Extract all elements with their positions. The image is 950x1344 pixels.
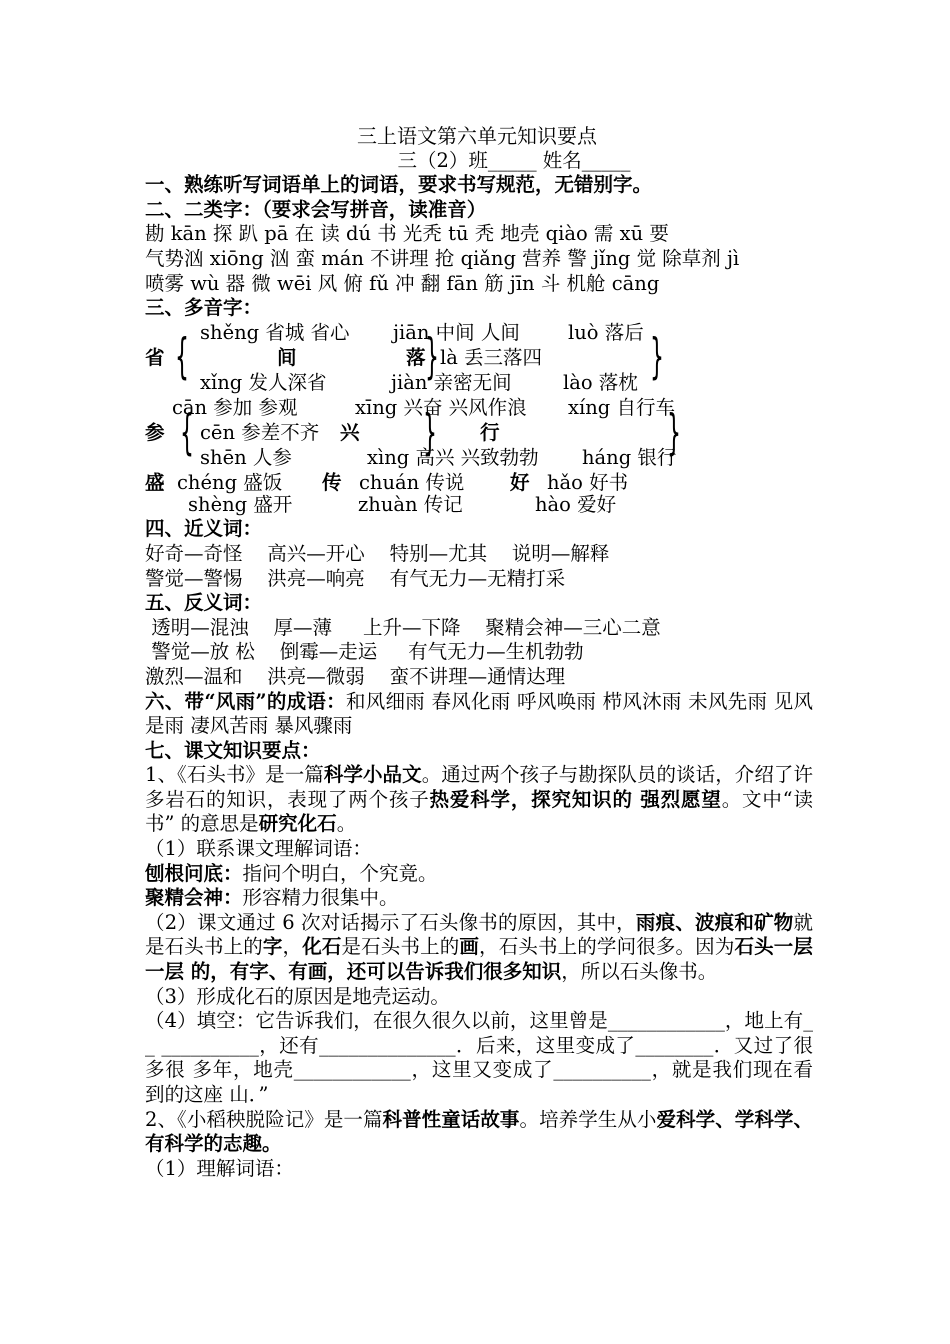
lesson-1-paragraph xyxy=(145,763,813,837)
text: 是石头书上的 xyxy=(341,935,460,959)
idiom-paragraph xyxy=(145,690,813,739)
polyphone-char: 间 xyxy=(277,345,297,369)
text: 。 xyxy=(336,812,357,836)
word-definition xyxy=(145,862,813,887)
text: 。通过两个孩子与勘探队员的谈话，介绍了许多岩石的知识，表现了两个孩子 xyxy=(145,763,813,811)
antonym-line: 警觉—放 松 倒霉—走运 有气无力—生机勃勃 xyxy=(145,640,584,664)
polyphone-reading: xǐng 发人深省 xyxy=(200,370,327,394)
text: ， xyxy=(282,935,303,959)
polyphone-row-last xyxy=(145,493,813,518)
antonym-line: 激烈—温和 洪亮—微弱 蛮不讲理—通情达理 xyxy=(145,664,566,688)
term: 刨根问底： xyxy=(145,861,243,885)
doc-title: 三上语文第六单元知识要点 xyxy=(357,124,597,148)
question-4: （4）填空：它告诉我们，在很久很久以前，这里曾是____________，地上有__ __________，还有______________．后来，这里变成了________．又过了很多很 多年，地壳____________，这里又变成了__________，就是我们现在看到的这座 山．” xyxy=(145,1009,813,1106)
question-5: （1）理解词语： xyxy=(145,1156,294,1180)
section-3-heading: 三、多音字： xyxy=(145,296,263,320)
polyphone-block xyxy=(145,321,813,493)
bold-text: 字 xyxy=(262,935,283,959)
section-5-heading: 五、反义词： xyxy=(145,591,263,615)
polyphone-reading: zhuàn 传记 xyxy=(358,492,463,516)
synonym-line: 警觉—警惕 洪亮—响亮 有气无力—无精打采 xyxy=(145,566,566,590)
word-definition xyxy=(145,886,813,911)
char-line: 喷雾 wù 器 微 wēi 风 俯 fǔ 冲 翻 fān 筋 jīn 斗 机舱 cāng xyxy=(145,271,660,295)
polyphone-reading: luò 落后 xyxy=(568,320,644,344)
polyphone-reading: hǎo 好书 xyxy=(547,470,629,494)
class-name-line: 三（2）班_____ 姓名_____ xyxy=(397,148,631,172)
section-6-heading: 六、带“风雨”的成语： xyxy=(145,689,346,713)
text: 。文中“读书” 的意思是 xyxy=(145,787,813,836)
section-2-heading: 二、二类字：（要求会写拼音，读准音） xyxy=(145,197,487,221)
bold-text: 画 xyxy=(459,935,480,959)
bold-text: 研究化石 xyxy=(258,812,337,836)
char-line: 气势汹 xiōng 汹 蛮 mán 不讲理 抢 qiǎng 营养 警 jǐng 觉 除草剂 jì xyxy=(145,246,740,270)
polyphone-reading: cēn 参差不齐 xyxy=(200,420,320,444)
question-1: （1）联系课文理解词语： xyxy=(145,837,372,861)
bold-text: 科普性童话故事 xyxy=(382,1107,520,1131)
polyphone-reading: háng 银行 xyxy=(582,445,677,469)
question-2 xyxy=(145,911,813,985)
text: ，所以石头像书。 xyxy=(561,960,718,984)
text: （2）课文通过 6 次对话揭示了石头像书的原因，其中， xyxy=(145,910,636,934)
brace-icon: } xyxy=(425,330,439,386)
document-page xyxy=(145,124,813,1181)
definition: 指问个明白，个究竟。 xyxy=(242,861,438,885)
text: 1、《石头书》是一篇 xyxy=(145,763,324,787)
section-1-heading: 一、熟练听写词语单上的词语，要求书写规范，无错别字。 xyxy=(145,173,653,197)
brace-icon: } xyxy=(650,330,664,386)
polyphone-reading: cān 参加 参观 xyxy=(172,395,298,419)
brace-icon: } xyxy=(423,406,437,462)
polyphone-reading: shěng 省城 省心 xyxy=(200,320,350,344)
definition: 形容精力很集中。 xyxy=(242,886,399,910)
polyphone-reading: hào 爱好 xyxy=(535,492,617,516)
polyphone-reading: chéng 盛饭 xyxy=(177,470,283,494)
bold-text: 雨痕、波痕和矿物 xyxy=(635,910,794,934)
polyphone-reading: jiàn 亲密无间 xyxy=(391,370,512,394)
polyphone-reading: jiān 中间 人间 xyxy=(393,320,520,344)
polyphone-reading: shēn 人参 xyxy=(200,445,292,469)
lesson-2-paragraph xyxy=(145,1108,813,1157)
term: 聚精会神： xyxy=(145,886,243,910)
bold-text: 爱科学、学科学、 有科学的志趣。 xyxy=(145,1107,813,1156)
text: ，石头书上的学问很多。因为 xyxy=(479,935,735,959)
polyphone-char: 好 xyxy=(510,470,530,494)
polyphone-reading: chuán 传说 xyxy=(359,470,465,494)
text: 2、《小稻秧脱险记》是一篇 xyxy=(145,1107,383,1131)
polyphone-reading: xìng 高兴 兴致勃勃 xyxy=(367,445,539,469)
question-3: （3）形成化石的原因是地壳运动。 xyxy=(145,984,450,1008)
polyphone-reading: xīng 兴奋 兴风作浪 xyxy=(355,395,527,419)
text: 就是石头书上的 xyxy=(145,910,813,959)
section-4-heading: 四、近义词： xyxy=(145,517,263,541)
polyphone-char: 落 xyxy=(406,345,426,369)
brace-icon: { xyxy=(180,406,194,462)
synonym-line: 好奇—奇怪 高兴—开心 特别—尤其 说明—解释 xyxy=(145,541,610,565)
polyphone-char: 兴 xyxy=(340,420,360,444)
polyphone-char: 盛 xyxy=(145,470,165,494)
bold-text: 科学小品文 xyxy=(323,763,422,787)
text: 。培养学生从小 xyxy=(519,1107,657,1131)
polyphone-char: 行 xyxy=(480,420,500,444)
polyphone-reading: shèng 盛开 xyxy=(188,492,293,516)
polyphone-char: 传 xyxy=(322,470,342,494)
polyphone-char: 参 xyxy=(145,420,165,444)
antonym-line: 透明—混浊 厚—薄 上升—下降 聚精会神—三心二意 xyxy=(145,615,661,639)
char-line: 勘 kān 探 趴 pā 在 读 dú 书 光秃 tū 秃 地壳 qiào 需 xū 要 xyxy=(145,222,669,246)
bold-text: 热爱科学，探究知识的 强烈愿望 xyxy=(429,787,722,811)
section-7-heading: 七、课文知识要点： xyxy=(145,738,321,762)
polyphone-char: 省 xyxy=(145,345,165,369)
bold-text: 化石 xyxy=(302,935,342,959)
polyphone-reading: xíng 自行车 xyxy=(568,395,675,419)
brace-icon: { xyxy=(175,330,189,386)
polyphone-reading: lào 落枕 xyxy=(563,370,638,394)
polyphone-reading: là 丢三落四 xyxy=(440,345,543,369)
brace-icon: } xyxy=(667,406,681,462)
idiom-list: 和风细雨 春风化雨 呼风唤雨 栉风沐雨 未风先雨 见风是雨 凄风苦雨 暴风骤雨 xyxy=(145,689,814,738)
bold-text: 石头一层一层 的，有字、有画，还可以告诉我们很多知识 xyxy=(145,935,813,984)
